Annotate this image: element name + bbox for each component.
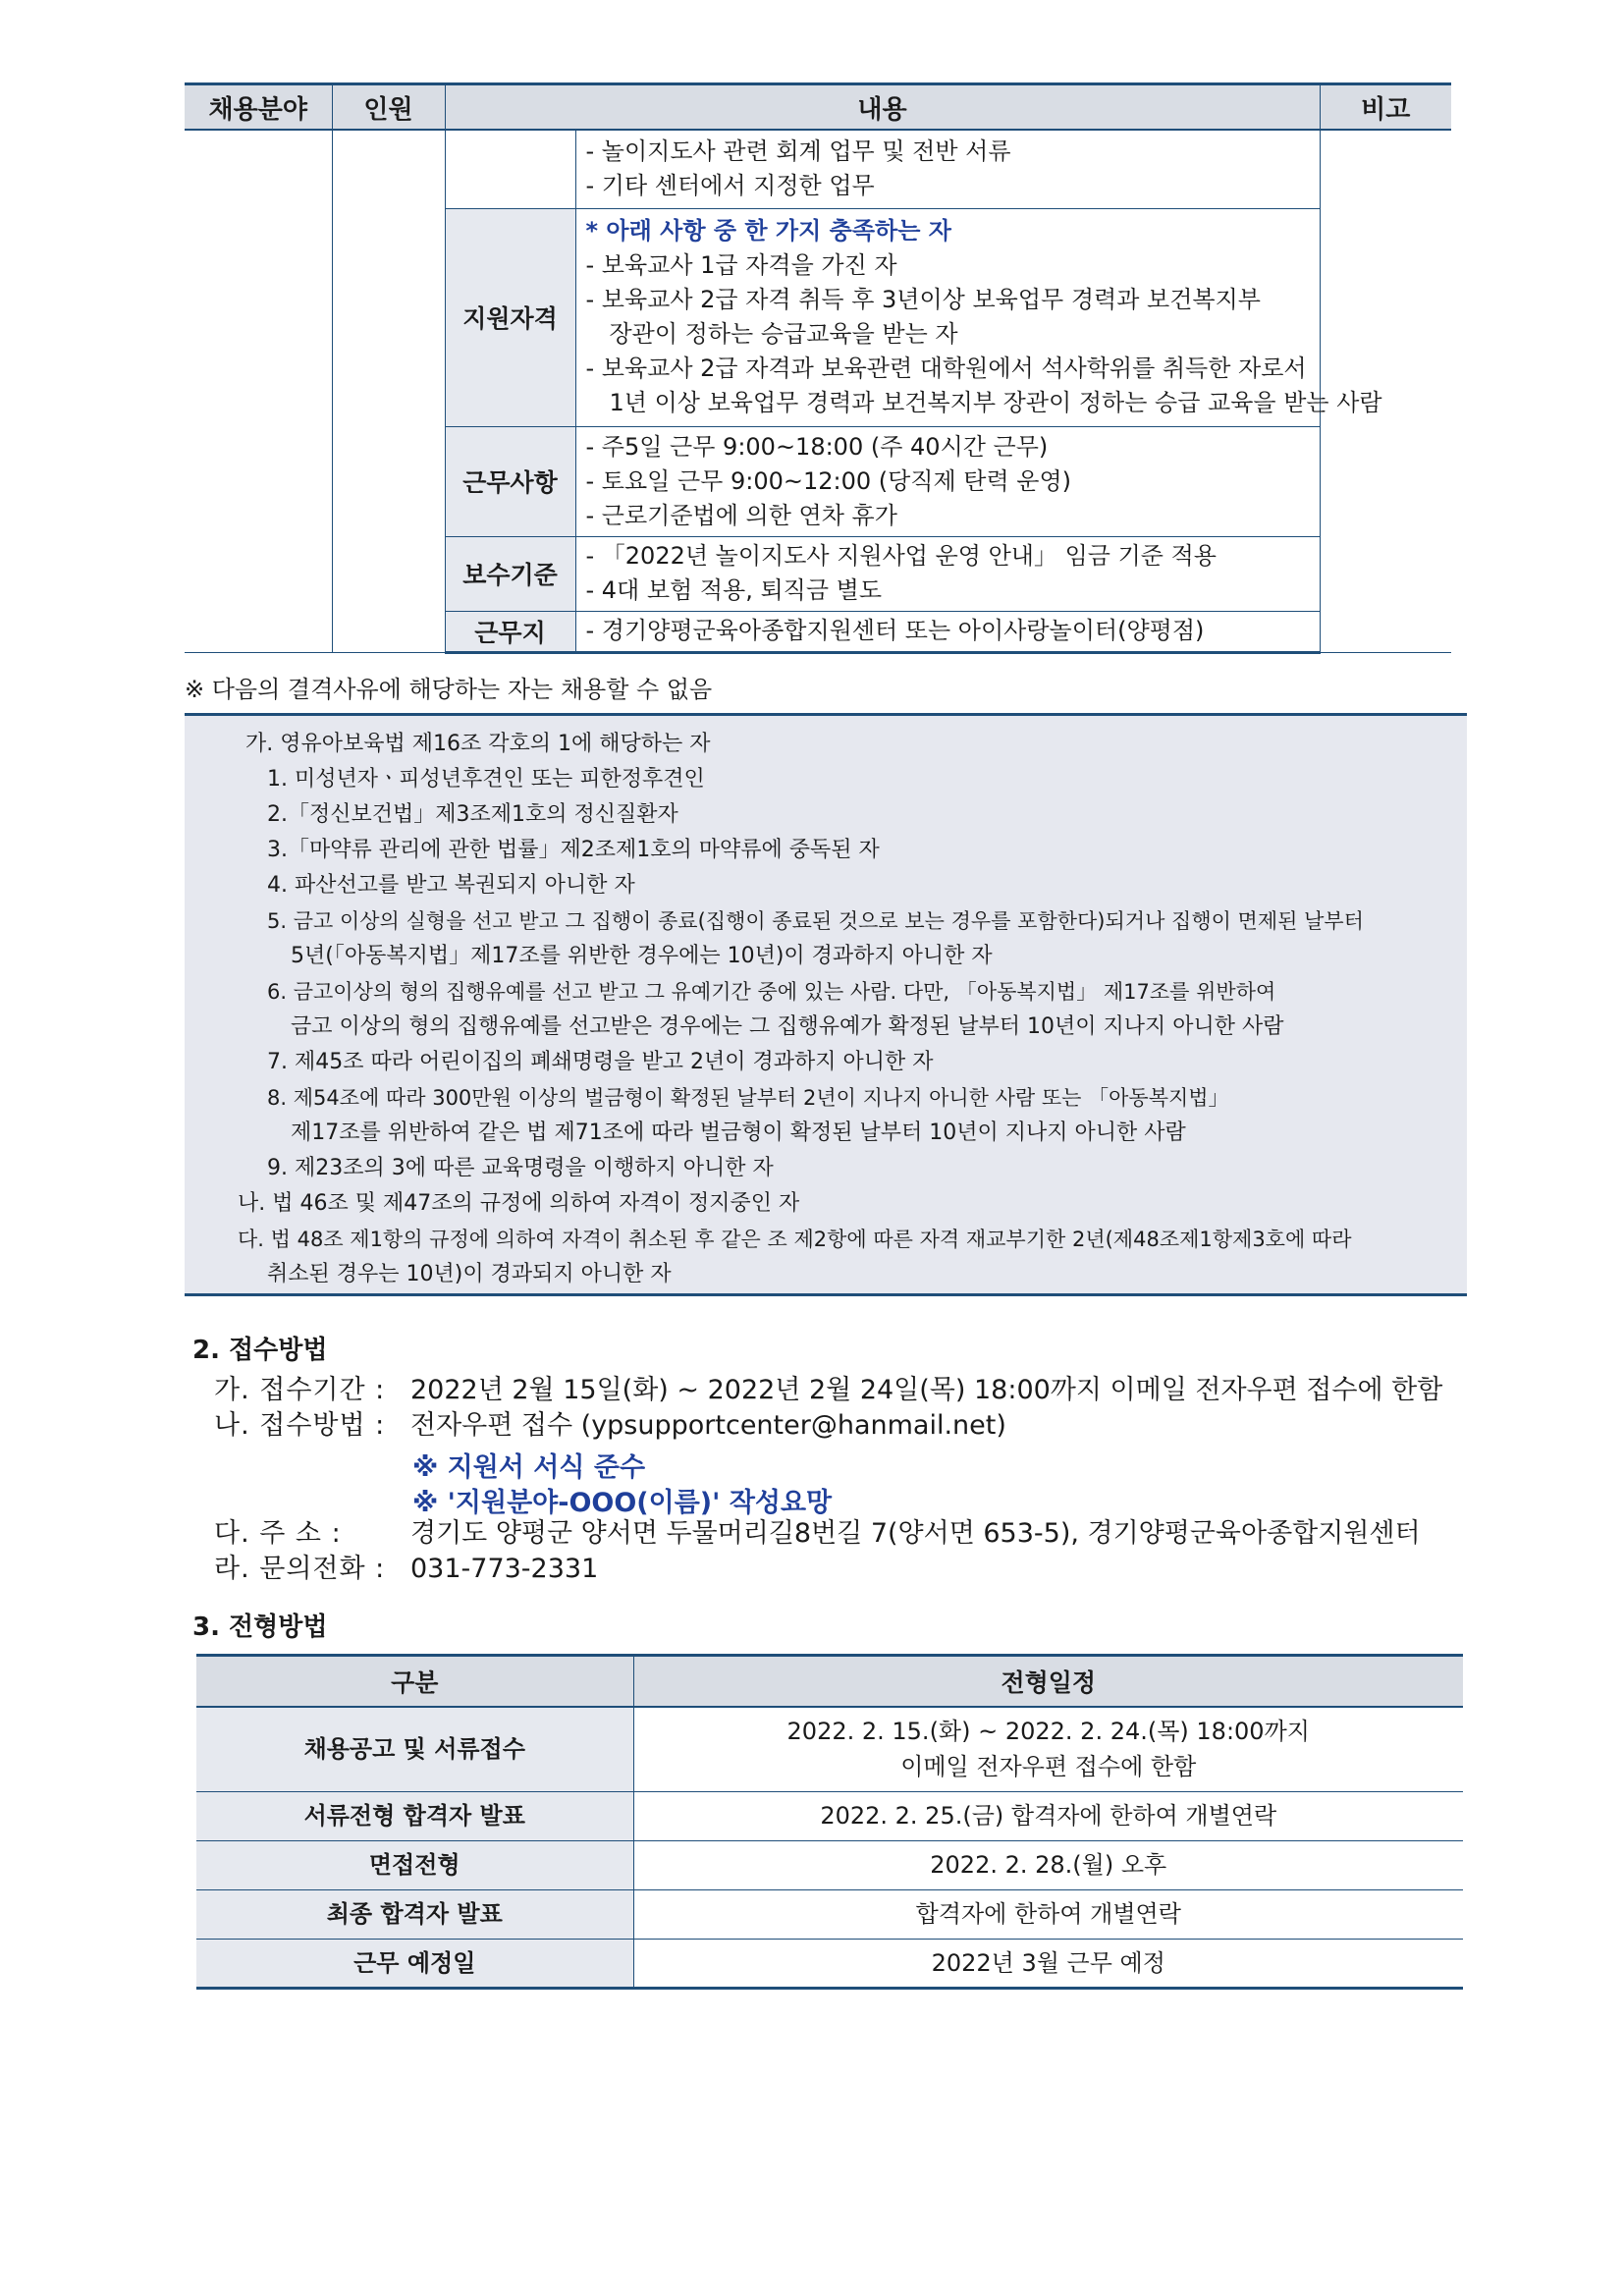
schedule-header-row <box>196 1656 1463 1708</box>
reception-phone-label: 라. 문의전화 : <box>214 1554 386 1584</box>
schedule-date: 2022년 3월 근무 예정 <box>633 1939 1463 1988</box>
reception-title: 2. 접수방법 <box>192 1336 328 1365</box>
reception-period <box>214 1373 1442 1408</box>
work-terms-label: 근무사항 <box>445 426 575 536</box>
disqualification-line: 9. 제23조의 3에 따른 교육명령을 이행하지 아니한 자 <box>267 1156 774 1180</box>
reception-note-form: ※ 지원서 서식 준수 <box>412 1452 646 1483</box>
disqualification-line: 취소된 경우는 10년)이 경과되지 아니한 자 <box>267 1262 672 1286</box>
pay-line: - 4대 보험 적용, 퇴직금 별도 <box>585 576 883 604</box>
reception-address <box>214 1516 1421 1552</box>
header-field: 채용분야 <box>185 84 332 131</box>
schedule-date: 2022. 2. 28.(월) 오후 <box>633 1840 1463 1889</box>
pay-line: - 「2022년 놀이지도사 지원사업 운영 안내」 임금 기준 적용 <box>585 542 1217 570</box>
qualification-label: 지원자격 <box>445 208 575 426</box>
disqualification-line: 8. 제54조에 따라 300만원 이상의 벌금형이 확정된 날부터 2년이 지나지 아니한 사람 또는 「아동복지법」 <box>267 1086 1229 1110</box>
disqualification-line: 나. 법 46조 및 제47조의 규정에 의하여 자격이 정지중인 자 <box>238 1191 800 1216</box>
schedule-header-step: 구분 <box>196 1656 633 1708</box>
schedule-step: 면접전형 <box>196 1840 633 1889</box>
qualification-content <box>575 208 1382 426</box>
schedule-row <box>196 1939 1463 1988</box>
duties-row <box>185 130 1451 208</box>
disqualification-line: 2.「정신보건법」제3조제1호의 정신질환자 <box>267 802 678 827</box>
schedule-row <box>196 1791 1463 1840</box>
reception-phone <box>214 1552 598 1587</box>
reception-method-label: 나. 접수방법 : <box>214 1410 386 1441</box>
pay-label: 보수기준 <box>445 536 575 611</box>
schedule-row <box>196 1889 1463 1939</box>
header-count: 인원 <box>332 84 445 131</box>
job-detail-table <box>185 82 1451 654</box>
disqualification-line: 3.「마약류 관리에 관한 법률」제2조제1호의 마약류에 중독된 자 <box>267 838 880 862</box>
qualification-lead: * 아래 사항 중 한 가지 충족하는 자 <box>585 217 951 245</box>
reception-period-label: 가. 접수기간 : <box>214 1375 386 1405</box>
disqualification-note: ※ 다음의 결격사유에 해당하는 자는 채용할 수 없음 <box>185 676 713 703</box>
selection-title: 3. 전형방법 <box>192 1613 328 1642</box>
duties-content <box>575 130 1320 208</box>
reception-note-naming: ※ '지원분야-OOO(이름)' 작성요망 <box>412 1488 833 1518</box>
qualification-line: - 보육교사 2급 자격 취득 후 3년이상 보육업무 경력과 보건복지부 <box>585 286 1261 313</box>
reception-address-value: 경기도 양평군 양서면 두물머리길8번길 7(양서면 653-5), 경기양평군육아종합지원센터 <box>410 1518 1421 1549</box>
disqualification-line: 가. 영유아보육법 제16조 각호의 1에 해당하는 자 <box>245 732 711 756</box>
disqualification-box <box>185 713 1467 1296</box>
qualification-line: 1년 이상 보육업무 경력과 보건복지부 장관이 정하는 승급 교육을 받는 사람 <box>609 389 1382 416</box>
count-cell <box>332 130 445 652</box>
workplace-label: 근무지 <box>445 611 575 652</box>
schedule-date-line: 이메일 전자우편 접수에 한함 <box>900 1753 1197 1781</box>
qualification-line: - 보육교사 1급 자격을 가진 자 <box>585 251 897 279</box>
duty-line: - 놀이지도사 관련 회계 업무 및 전반 서류 <box>585 137 1011 166</box>
reception-period-value: 2022년 2월 15일(화) ~ 2022년 2월 24일(목) 18:00까지 이메일 전자우편 접수에 한함 <box>410 1375 1443 1405</box>
disqualification-line: 4. 파산선고를 받고 복권되지 아니한 자 <box>267 873 635 898</box>
schedule-date: 2022. 2. 25.(금) 합격자에 한하여 개별연락 <box>633 1791 1463 1840</box>
schedule-step: 근무 예정일 <box>196 1939 633 1988</box>
schedule-step: 채용공고 및 서류접수 <box>196 1707 633 1791</box>
disqualification-line: 다. 법 48조 제1항의 규정에 의하여 자격이 취소된 후 같은 조 제2항에 따른 자격 재교부기한 2년(제48조제1항제3호에 따라 <box>238 1228 1352 1251</box>
work-terms-line: - 주5일 근무 9:00~18:00 (주 40시간 근무) <box>585 432 1049 461</box>
header-remarks: 비고 <box>1320 84 1451 131</box>
qualification-line: 장관이 정하는 승급교육을 받는 자 <box>609 320 958 348</box>
schedule-step: 최종 합격자 발표 <box>196 1889 633 1939</box>
reception-phone-value: 031-773-2331 <box>410 1554 599 1584</box>
field-cell <box>185 130 332 652</box>
schedule-row <box>196 1840 1463 1889</box>
work-terms-line: - 토요일 근무 9:00~12:00 (당직제 탄력 운영) <box>585 466 1072 495</box>
qualification-line: - 보육교사 2급 자격과 보육관련 대학원에서 석사학위를 취득한 자로서 <box>585 355 1307 382</box>
table-header-row <box>185 84 1451 131</box>
duty-line: - 기타 센터에서 지정한 업무 <box>585 172 875 200</box>
schedule-date: 합격자에 한하여 개별연락 <box>633 1889 1463 1939</box>
schedule-date <box>633 1707 1463 1791</box>
work-terms-content <box>575 426 1320 536</box>
disqualification-line: 6. 금고이상의 형의 집행유예를 선고 받고 그 유예기간 중에 있는 사람. 다만, 「아동복지법」 제17조를 위반하여 <box>267 980 1276 1004</box>
reception-method-value[interactable]: 전자우편 접수 (ypsupportcenter@hanmail.net) <box>410 1410 1006 1441</box>
schedule-step: 서류전형 합격자 발표 <box>196 1791 633 1840</box>
schedule-date-line: 2022. 2. 15.(화) ~ 2022. 2. 24.(목) 18:00까지 <box>786 1718 1310 1746</box>
disqualification-line: 금고 이상의 형의 집행유예를 선고받은 경우에는 그 집행유예가 확정된 날부터 10년이 지나지 아니한 사람 <box>291 1014 1284 1039</box>
schedule-row <box>196 1707 1463 1791</box>
disqualification-line: 5년(「아동복지법」제17조를 위반한 경우에는 10년)이 경과하지 아니한 자 <box>291 944 993 968</box>
workplace-line: - 경기양평군육아종합지원센터 또는 아이사랑놀이터(양평점) <box>585 617 1205 644</box>
header-content: 내용 <box>445 84 1320 131</box>
schedule-header-date: 전형일정 <box>633 1656 1463 1708</box>
pay-content <box>575 536 1320 611</box>
workplace-content <box>575 611 1320 652</box>
disqualification-line: 5. 금고 이상의 실형을 선고 받고 그 집행이 종료(집행이 종료된 것으로 보는 경우를 포함한다)되거나 집행이 면제된 날부터 <box>267 909 1364 933</box>
disqualification-line: 7. 제45조 따라 어린이집의 폐쇄명령을 받고 2년이 경과하지 아니한 자 <box>267 1050 934 1074</box>
reception-method <box>214 1408 1006 1444</box>
selection-schedule-table <box>196 1654 1463 1990</box>
work-terms-line: - 근로기준법에 의한 연차 휴가 <box>585 501 897 529</box>
duties-label-cell <box>445 130 575 208</box>
reception-address-label: 다. 주 소 : <box>214 1518 342 1549</box>
disqualification-line: 1. 미성년자ㆍ피성년후견인 또는 피한정후견인 <box>267 767 705 792</box>
disqualification-line: 제17조를 위반하여 같은 법 제71조에 따라 벌금형이 확정된 날부터 10년이 지나지 아니한 사람 <box>291 1121 1186 1145</box>
